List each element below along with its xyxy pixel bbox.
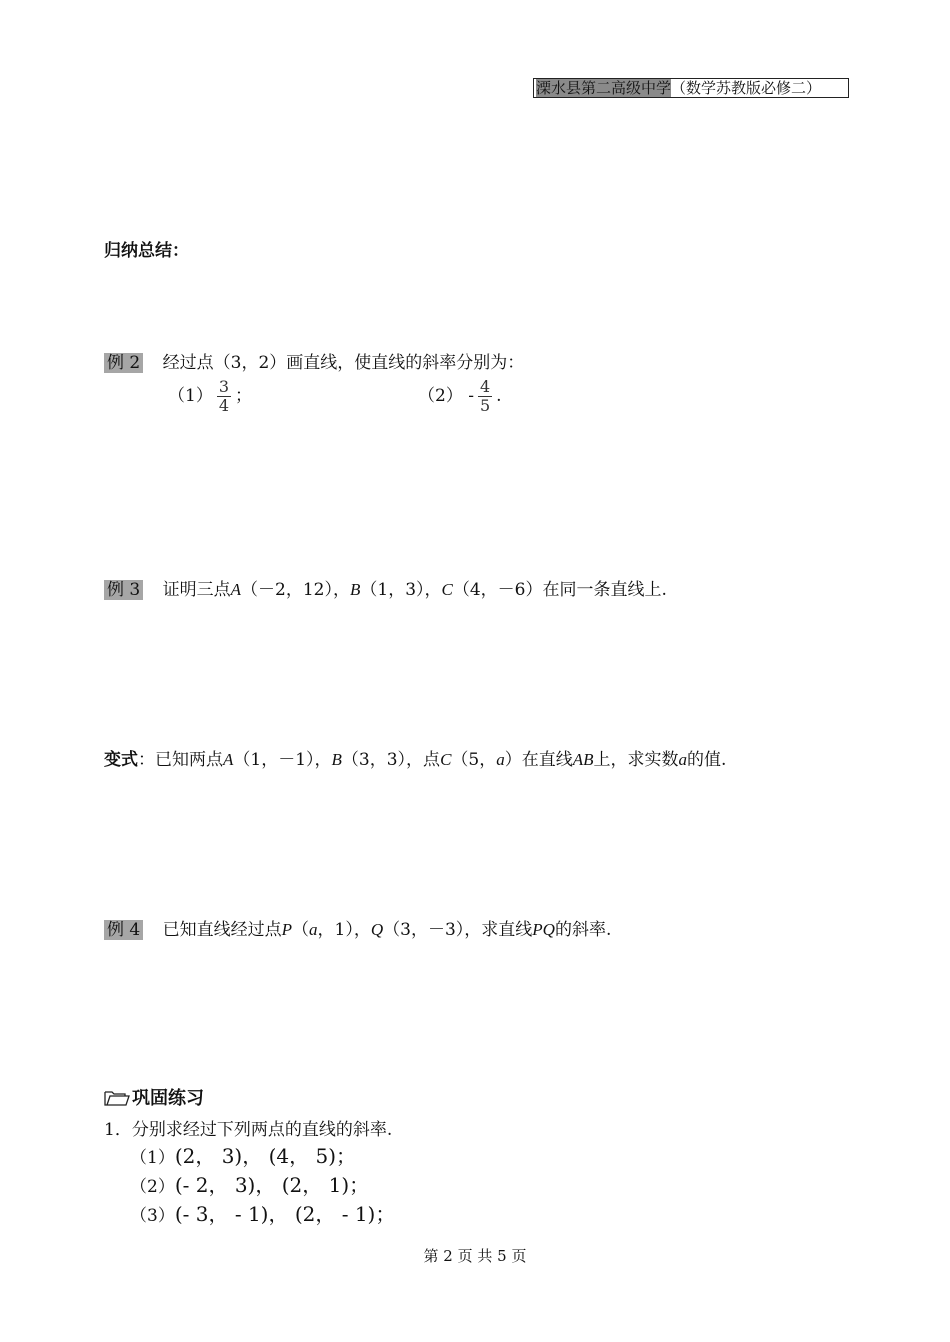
practice-item (130, 1169, 369, 1198)
header-school: 溧水县第二高级中学 (536, 79, 672, 97)
point-B: B (331, 750, 342, 769)
line-AB: AB (572, 750, 594, 769)
practice-item-points: (- 2， 3)， (2， 1)； (174, 1173, 370, 1197)
variant-colon: ： (138, 750, 155, 770)
point-B-coord: （3，3），点 (341, 750, 441, 770)
var-a: a (496, 750, 505, 769)
practice-heading (104, 1084, 204, 1112)
point-C-close: ）在直线 (504, 750, 573, 770)
point-C: C (441, 580, 453, 599)
practice-item (130, 1198, 395, 1227)
part2-end: . (496, 386, 502, 406)
fraction-denominator: 4 (218, 396, 230, 415)
example-2 (104, 348, 524, 373)
summary-heading: 归纳总结： (104, 241, 189, 261)
point-C-coord: （4，－6） (452, 580, 543, 600)
point-P: P (281, 920, 293, 939)
example-2-part2 (418, 378, 502, 415)
point-A-coord: （－2，12）， (241, 580, 350, 600)
practice-item-label: （1） (130, 1148, 175, 1168)
variant-mid: 上，求实数 (593, 750, 679, 770)
part1-label: （1） (168, 386, 213, 406)
part2-sign: - (468, 386, 474, 406)
example-3-pre: 证明三点 (162, 580, 231, 600)
practice-item (130, 1140, 356, 1169)
point-P-close: ，1）， (317, 920, 371, 940)
variant-label: 变式 (104, 750, 138, 770)
fraction-3-4 (217, 378, 231, 415)
point-A-coord: （1，－1）， (233, 750, 332, 770)
point-C-open: （5， (451, 750, 497, 770)
practice-question-1: 1．分别求经过下列两点的直线的斜率. (104, 1120, 393, 1140)
practice-item-points: (- 3， - 1)， (2， - 1)； (174, 1202, 396, 1226)
variant-pre: 已知两点 (155, 750, 223, 770)
part1-end: ； (235, 386, 253, 406)
example-2-tag: 例 2 (104, 353, 143, 373)
fraction-numerator: 4 (479, 377, 491, 396)
point-C: C (440, 750, 452, 769)
example-3-post: 在同一条直线上. (542, 580, 667, 600)
practice-title: 巩固练习 (132, 1088, 204, 1109)
folder-icon (104, 1089, 130, 1112)
point-B-coord: （1，3）， (360, 580, 442, 600)
variant-problem (104, 745, 726, 770)
practice-item-label: （2） (130, 1177, 175, 1197)
example-3-tag: 例 3 (104, 580, 143, 600)
part2-label: （2） (418, 386, 463, 406)
point-Q: Q (370, 920, 384, 939)
point-A: A (230, 580, 242, 599)
example-3 (104, 575, 667, 600)
var-a: a (678, 750, 688, 769)
example-2-part1 (168, 378, 252, 415)
page-footer: 第 2 页 共 5 页 (423, 1247, 527, 1265)
point-B: B (349, 580, 361, 599)
example-4 (104, 915, 611, 940)
line-PQ: PQ (532, 920, 555, 939)
header-banner (533, 78, 849, 98)
example-4-post: 的斜率. (554, 920, 612, 940)
practice-item-points: (2， 3)， (4， 5)； (174, 1144, 357, 1168)
example-4-pre: 已知直线经过点 (162, 920, 282, 940)
practice-item-label: （3） (130, 1206, 175, 1226)
point-A: A (223, 750, 234, 769)
point-Q-coord: （3，－3），求直线 (383, 920, 533, 940)
fraction-4-5 (478, 378, 492, 415)
fraction-numerator: 3 (218, 377, 230, 396)
point-P-open: （ (292, 920, 310, 940)
header-course: （数学苏教版必修二） (671, 79, 822, 97)
example-2-text: 经过点（3，2）画直线，使直线的斜率分别为： (162, 353, 525, 373)
fraction-denominator: 5 (479, 396, 491, 415)
variant-post: 的值. (687, 750, 727, 770)
example-4-tag: 例 4 (104, 920, 143, 940)
var-a: a (309, 920, 318, 939)
